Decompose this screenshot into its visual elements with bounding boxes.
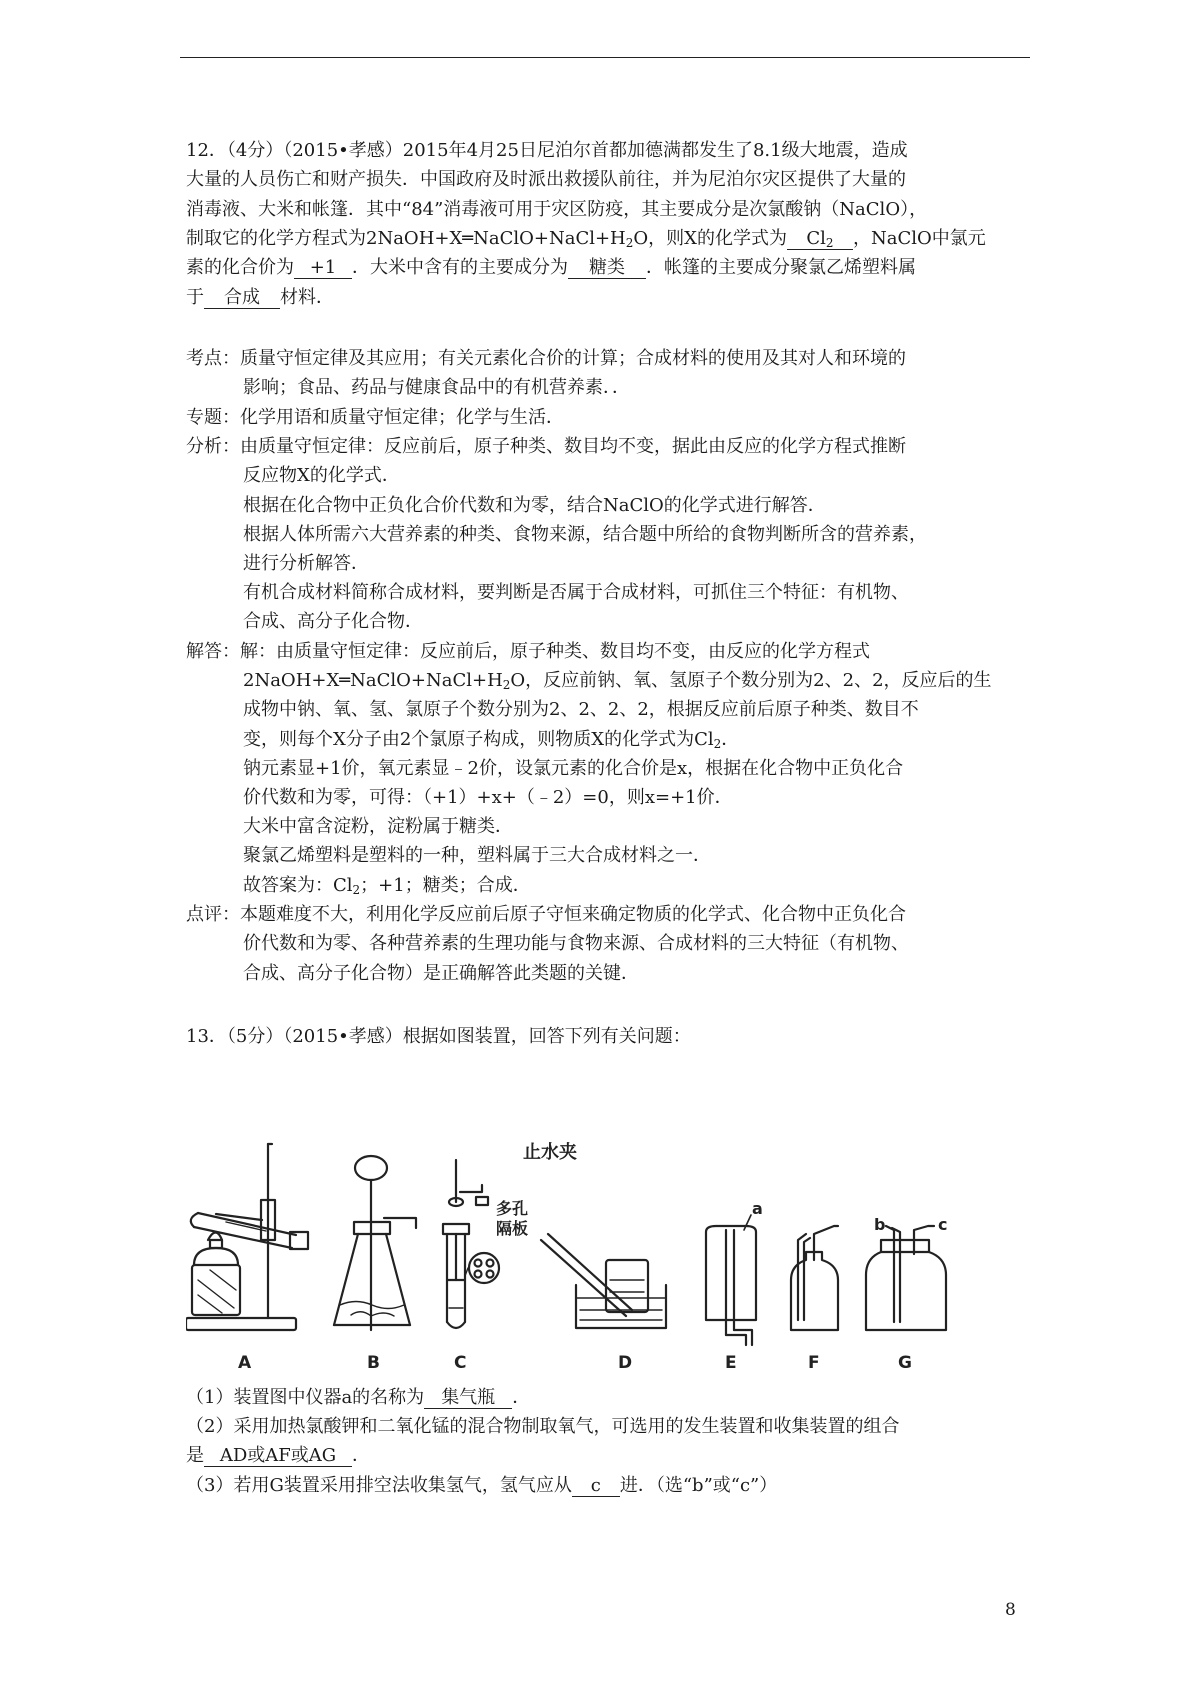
label-porous-2: 隔板 bbox=[496, 1219, 529, 1238]
jieda-line-2: $2NaOH+X═NaClO+NaCl+H_2O$，反应前钠、氧、氢原子个数分别为2、2、2，反应后的生 bbox=[243, 670, 992, 692]
label-a: a bbox=[752, 1199, 763, 1218]
q12-line-3: 消毒液、大米和帐篷．其中“84”消毒液可用于灾区防疫，其主要成分是次氯酸钠（NaClO）， bbox=[186, 199, 928, 220]
answer-blank-6: AD或AF或AG bbox=[204, 1446, 352, 1467]
header-rule bbox=[180, 57, 1030, 58]
answer-blank-1: $Cl_2$ bbox=[787, 229, 853, 250]
label-A: A bbox=[238, 1353, 252, 1373]
fenxi-line-2: 反应物X的化学式． bbox=[243, 465, 400, 486]
dianping-line-2: 价代数和为零、各种营养素的生理功能与食物来源、合成材料的三大特征（有机物、 bbox=[243, 933, 909, 954]
label-E: E bbox=[725, 1353, 737, 1373]
apparatus-c bbox=[443, 1160, 499, 1328]
label-water-clip: 止水夹 bbox=[523, 1142, 577, 1163]
fenxi-line-1: 分析：由质量守恒定律：反应前后，原子种类、数目均不变，据此由反应的化学方程式推断 bbox=[186, 436, 906, 457]
answer-blank-5: 集气瓶 bbox=[424, 1388, 512, 1409]
apparatus-d bbox=[541, 1234, 666, 1328]
q13-sub-2-line-2: 是 AD或AF或AG ． bbox=[186, 1445, 370, 1466]
zhuanti-line: 专题：化学用语和质量守恒定律；化学与生活． bbox=[186, 407, 564, 428]
jieda-line-9: 故答案为：$Cl_2$；+1；糖类；合成． bbox=[243, 875, 531, 897]
label-porous-1: 多孔 bbox=[496, 1199, 529, 1218]
fenxi-line-5: 进行分析解答． bbox=[243, 553, 369, 574]
q12-line-5: 素的化合价为 +1 ．大米中含有的主要成分为 糖类 ．帐篷的主要成分聚氯乙烯塑料属 bbox=[186, 257, 916, 278]
q12-line-4: 制取它的化学方程式为$2NaOH+X═NaClO+NaCl+H_2O$，则X的化学式为 $Cl_2$ ，NaClO中氯元 bbox=[186, 228, 986, 250]
label-b: b bbox=[874, 1215, 886, 1234]
apparatus-e bbox=[706, 1215, 756, 1345]
jieda-line-4: 变，则每个X分子由2个氯原子构成，则物质X的化学式为$Cl_2$． bbox=[243, 729, 740, 751]
dianping-line-3: 合成、高分子化合物）是正确解答此类题的关键． bbox=[243, 963, 639, 984]
q13-sub-2-line-1: （2）采用加热氯酸钾和二氧化锰的混合物制取氧气，可选用的发生装置和收集装置的组合 bbox=[186, 1416, 900, 1437]
answer-blank-2: +1 bbox=[294, 258, 352, 279]
q13-sub-1: （1）装置图中仪器a的名称为 集气瓶 ． bbox=[186, 1387, 531, 1408]
apparatus-f bbox=[791, 1226, 838, 1330]
label-D: D bbox=[618, 1353, 633, 1373]
fenxi-line-6: 有机合成材料简称合成材料，要判断是否属于合成材料，可抓住三个特征：有机物、 bbox=[243, 582, 909, 603]
answer-blank-7: c bbox=[572, 1476, 620, 1497]
jieda-line-7: 大米中富含淀粉，淀粉属于糖类． bbox=[243, 816, 513, 837]
jieda-line-1: 解答：解：由质量守恒定律：反应前后，原子种类、数目均不变，由反应的化学方程式 bbox=[186, 641, 870, 662]
answer-blank-3: 糖类 bbox=[568, 258, 646, 279]
apparatus-figure bbox=[186, 1130, 1006, 1375]
jieda-line-5: 钠元素显+1价，氧元素显﹣2价，设氯元素的化合价是x，根据在化合物中正负化合 bbox=[243, 758, 904, 779]
label-F: F bbox=[808, 1353, 820, 1373]
fenxi-line-7: 合成、高分子化合物． bbox=[243, 611, 423, 632]
q12-line-6: 于 合成 材料． bbox=[186, 287, 334, 308]
label-B: B bbox=[367, 1353, 380, 1373]
kaodian-line-1: 考点：质量守恒定律及其应用；有关元素化合价的计算；合成材料的使用及其对人和环境的 bbox=[186, 348, 906, 369]
fenxi-line-4: 根据人体所需六大营养素的种类、食物来源，结合题中所给的食物判断所含的营养素， bbox=[243, 524, 927, 545]
apparatus-b bbox=[334, 1156, 416, 1330]
q12-line-1: 12．（4分）（2015•孝感）2015年4月25日尼泊尔首都加德满都发生了8.1级大地震，造成 bbox=[186, 140, 908, 161]
jieda-line-6: 价代数和为零，可得：（+1）+x+（﹣2）=0，则x=+1价． bbox=[243, 787, 733, 808]
jieda-line-3: 成物中钠、氧、氢、氯原子个数分别为2、2、2、2，根据反应前后原子种类、数目不 bbox=[243, 699, 919, 720]
fenxi-line-3: 根据在化合物中正负化合价代数和为零，结合NaClO的化学式进行解答． bbox=[243, 495, 826, 516]
jieda-line-8: 聚氯乙烯塑料是塑料的一种，塑料属于三大合成材料之一． bbox=[243, 845, 711, 866]
dianping-line-1: 点评：本题难度不大，利用化学反应前后原子守恒来确定物质的化学式、化合物中正负化合 bbox=[186, 904, 906, 925]
q13-stem: 13．（5分）（2015•孝感）根据如图装置，回答下列有关问题： bbox=[186, 1026, 691, 1047]
label-C: C bbox=[454, 1353, 467, 1373]
apparatus-a bbox=[186, 1144, 308, 1330]
page-number: 8 bbox=[1005, 1600, 1016, 1620]
apparatus-g bbox=[866, 1226, 946, 1330]
label-c: c bbox=[938, 1215, 948, 1234]
label-G: G bbox=[898, 1353, 912, 1373]
answer-blank-4: 合成 bbox=[204, 288, 280, 309]
q13-sub-3: （3）若用G装置采用排空法收集氢气，氢气应从 c 进．（选“b”或“c”） bbox=[186, 1475, 778, 1496]
kaodian-line-2: 影响；食品、药品与健康食品中的有机营养素．． bbox=[243, 377, 630, 398]
q12-line-2: 大量的人员伤亡和财产损失．中国政府及时派出救援队前往，并为尼泊尔灾区提供了大量的 bbox=[186, 169, 906, 190]
